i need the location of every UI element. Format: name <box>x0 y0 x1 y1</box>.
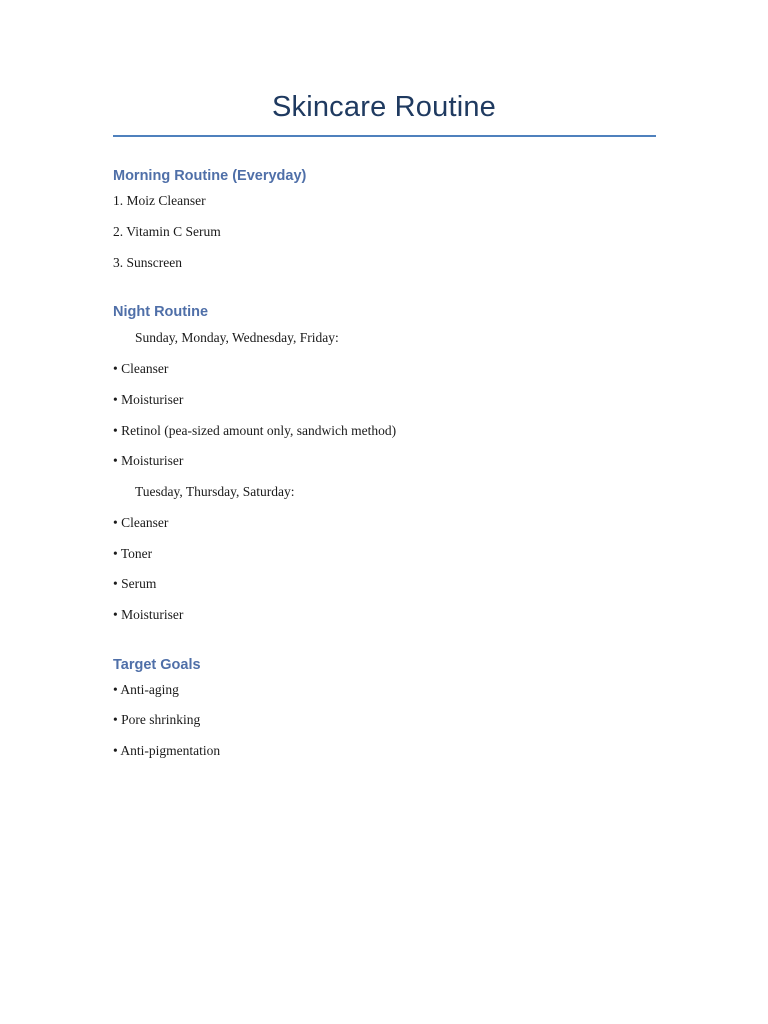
night-schedule-b-item-4: • Moisturiser <box>113 607 184 622</box>
morning-routine-heading: Morning Routine (Everyday) <box>113 168 307 184</box>
morning-item-1: 1. Moiz Cleanser <box>113 193 206 208</box>
night-schedule-b-label: Tuesday, Thursday, Saturday: <box>135 484 295 499</box>
night-schedule-b-item-1: • Cleanser <box>113 515 169 530</box>
night-schedule-b-item-2: • Toner <box>113 546 153 561</box>
night-schedule-a-label: Sunday, Monday, Wednesday, Friday: <box>135 330 339 345</box>
night-schedule-a-item-3: • Retinol (pea-sized amount only, sandwich method) <box>113 423 397 438</box>
goal-item-2: • Pore shrinking <box>113 712 201 727</box>
morning-item-3: 3. Sunscreen <box>113 255 182 270</box>
night-schedule-b-item-3: • Serum <box>113 576 157 591</box>
night-routine-heading: Night Routine <box>113 304 209 320</box>
title-underline <box>113 135 656 137</box>
document-title: Skincare Routine <box>271 91 497 123</box>
target-goals-heading: Target Goals <box>113 657 201 673</box>
goal-item-1: • Anti-aging <box>113 682 179 697</box>
night-schedule-a-item-2: • Moisturiser <box>113 392 184 407</box>
morning-item-2: 2. Vitamin C Serum <box>113 224 221 239</box>
night-schedule-a-item-4: • Moisturiser <box>113 453 184 468</box>
night-schedule-a-item-1: • Cleanser <box>113 361 169 376</box>
goal-item-3: • Anti-pigmentation <box>113 743 221 758</box>
